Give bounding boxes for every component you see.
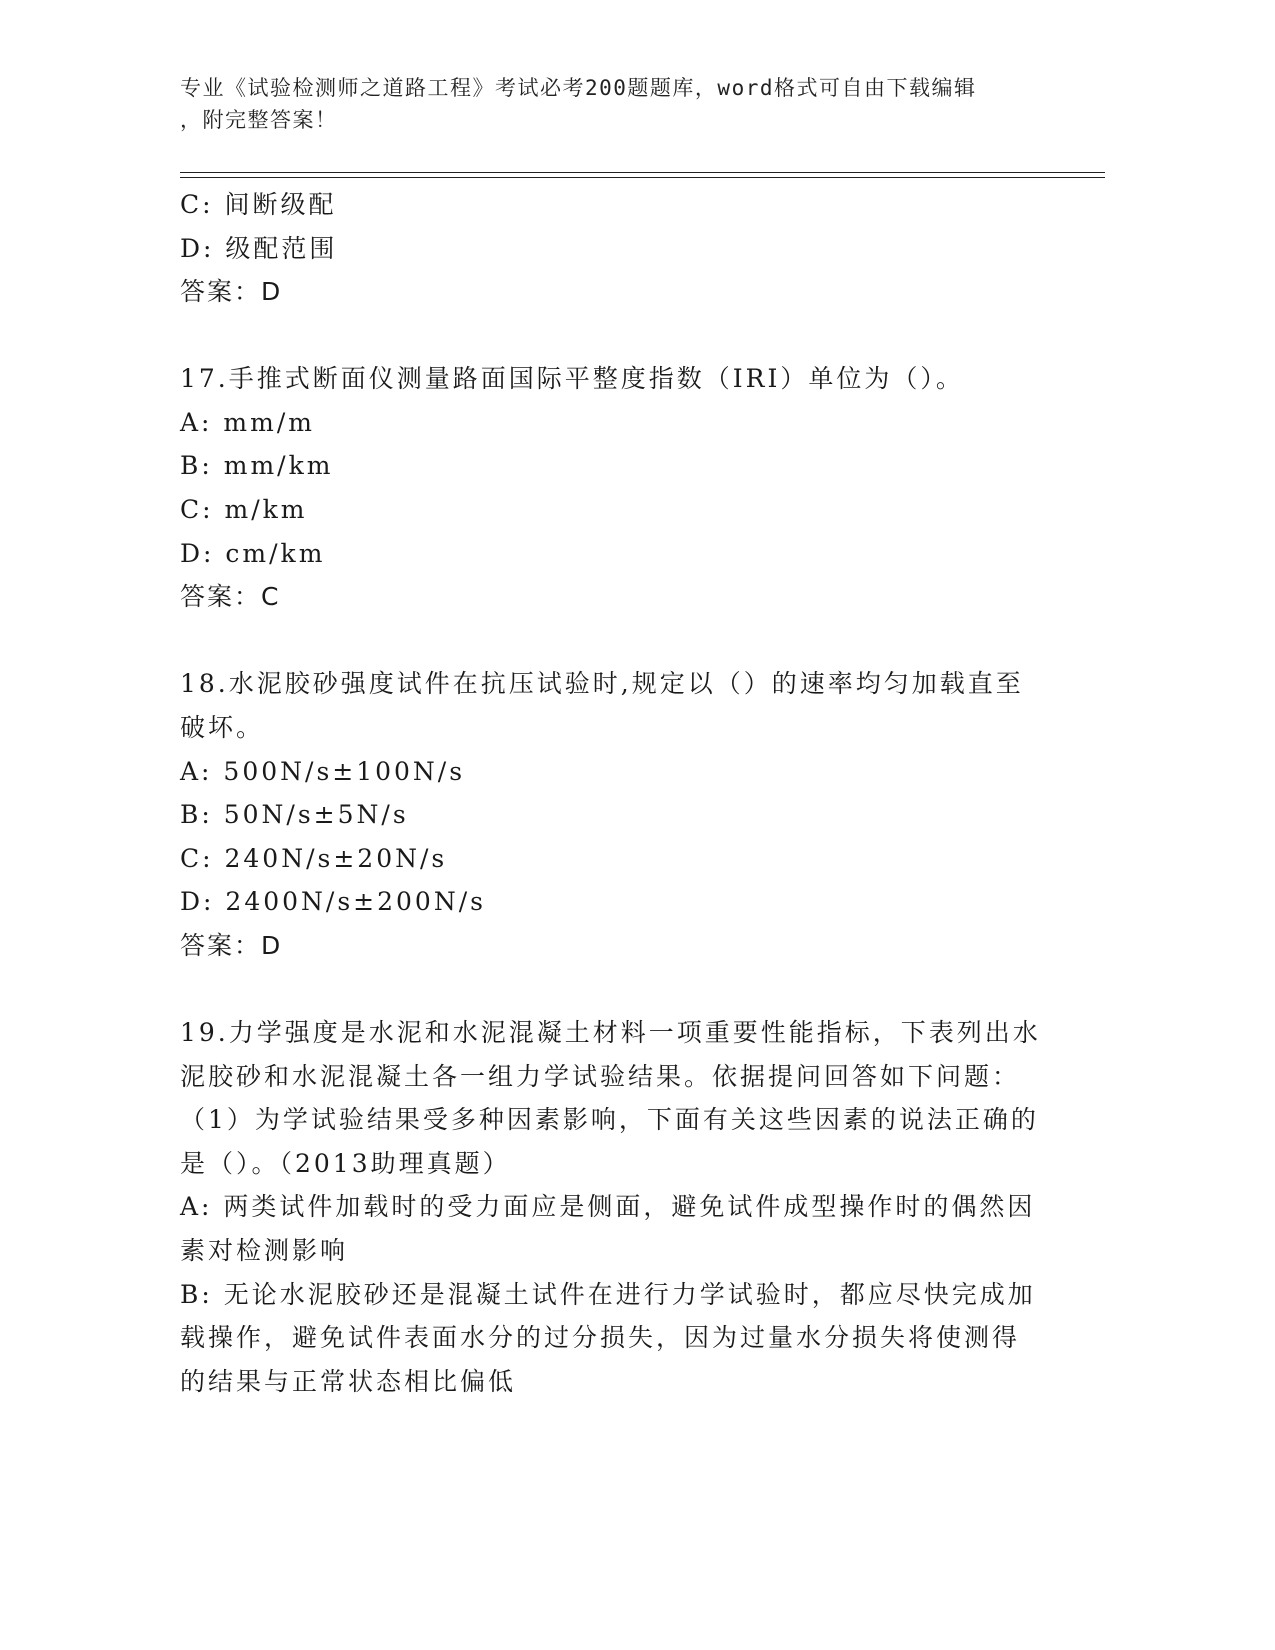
- option-b: B: mm/km: [180, 451, 334, 481]
- header-divider-bottom: [180, 177, 1105, 178]
- answer: 答案：D: [180, 930, 283, 960]
- option-c: C: 间断级配: [180, 190, 337, 219]
- question-stem-line-1: 19.力学强度是水泥和水泥混凝土材料一项重要性能指标，下表列出水: [180, 1018, 1041, 1047]
- option-a-line-1: A: 两类试件加载时的受力面应是侧面，避免试件成型操作时的偶然因: [180, 1192, 1036, 1222]
- header-title-line: 专业《试验检测师之道路工程》考试必考200题题库，word格式可自由下载编辑: [180, 76, 977, 100]
- question-stem-line-2: 破坏。: [180, 712, 265, 742]
- option-a: A: 500N/s±100N/s: [180, 756, 466, 786]
- option-d: D: 级配范围: [180, 233, 338, 263]
- option-c: C: 240N/s±20N/s: [180, 843, 448, 873]
- document-header: [180, 72, 1030, 136]
- question-list: [180, 183, 1040, 1403]
- question-17: [180, 357, 1040, 619]
- answer: 答案：C: [180, 582, 281, 612]
- question-18: [180, 662, 1040, 967]
- question-16-tail: [180, 183, 1040, 314]
- option-d: D: 2400N/s±200N/s: [180, 887, 486, 917]
- question-stem-line-1: 18.水泥胶砂强度试件在抗压试验时,规定以（）的速率均匀加载直至: [180, 669, 1024, 699]
- question-19: [180, 1011, 1040, 1403]
- option-b: B: 50N/s±5N/s: [180, 800, 409, 830]
- answer: 答案：D: [180, 277, 283, 307]
- header-title-continuation: ，附完整答案！: [180, 108, 338, 132]
- question-stem-line-2: 泥胶砂和水泥混凝土各一组力学试验结果。依据提问回答如下问题：: [180, 1061, 1021, 1091]
- option-b-line-2: 载操作，避免试件表面水分的过分损失，因为过量水分损失将使测得: [180, 1323, 1021, 1353]
- question-stem: 17.手推式断面仪测量路面国际平整度指数（IRI）单位为（）。: [180, 364, 964, 394]
- question-stem-line-4: 是（）。（2013助理真题）: [180, 1148, 511, 1178]
- option-a: A: mm/m: [180, 407, 315, 437]
- option-b-line-3: 的结果与正常状态相比偏低: [180, 1366, 517, 1396]
- option-b-line-1: B: 无论水泥胶砂还是混凝土试件在进行力学试验时，都应尽快完成加: [180, 1279, 1036, 1309]
- option-c: C: m/km: [180, 495, 308, 525]
- option-d: D: cm/km: [180, 538, 326, 568]
- header-divider-top: [180, 172, 1105, 173]
- question-stem-line-3: （1）为学试验结果受多种因素影响，下面有关这些因素的说法正确的: [180, 1105, 1039, 1135]
- option-a-line-2: 素对检测影响: [180, 1235, 349, 1265]
